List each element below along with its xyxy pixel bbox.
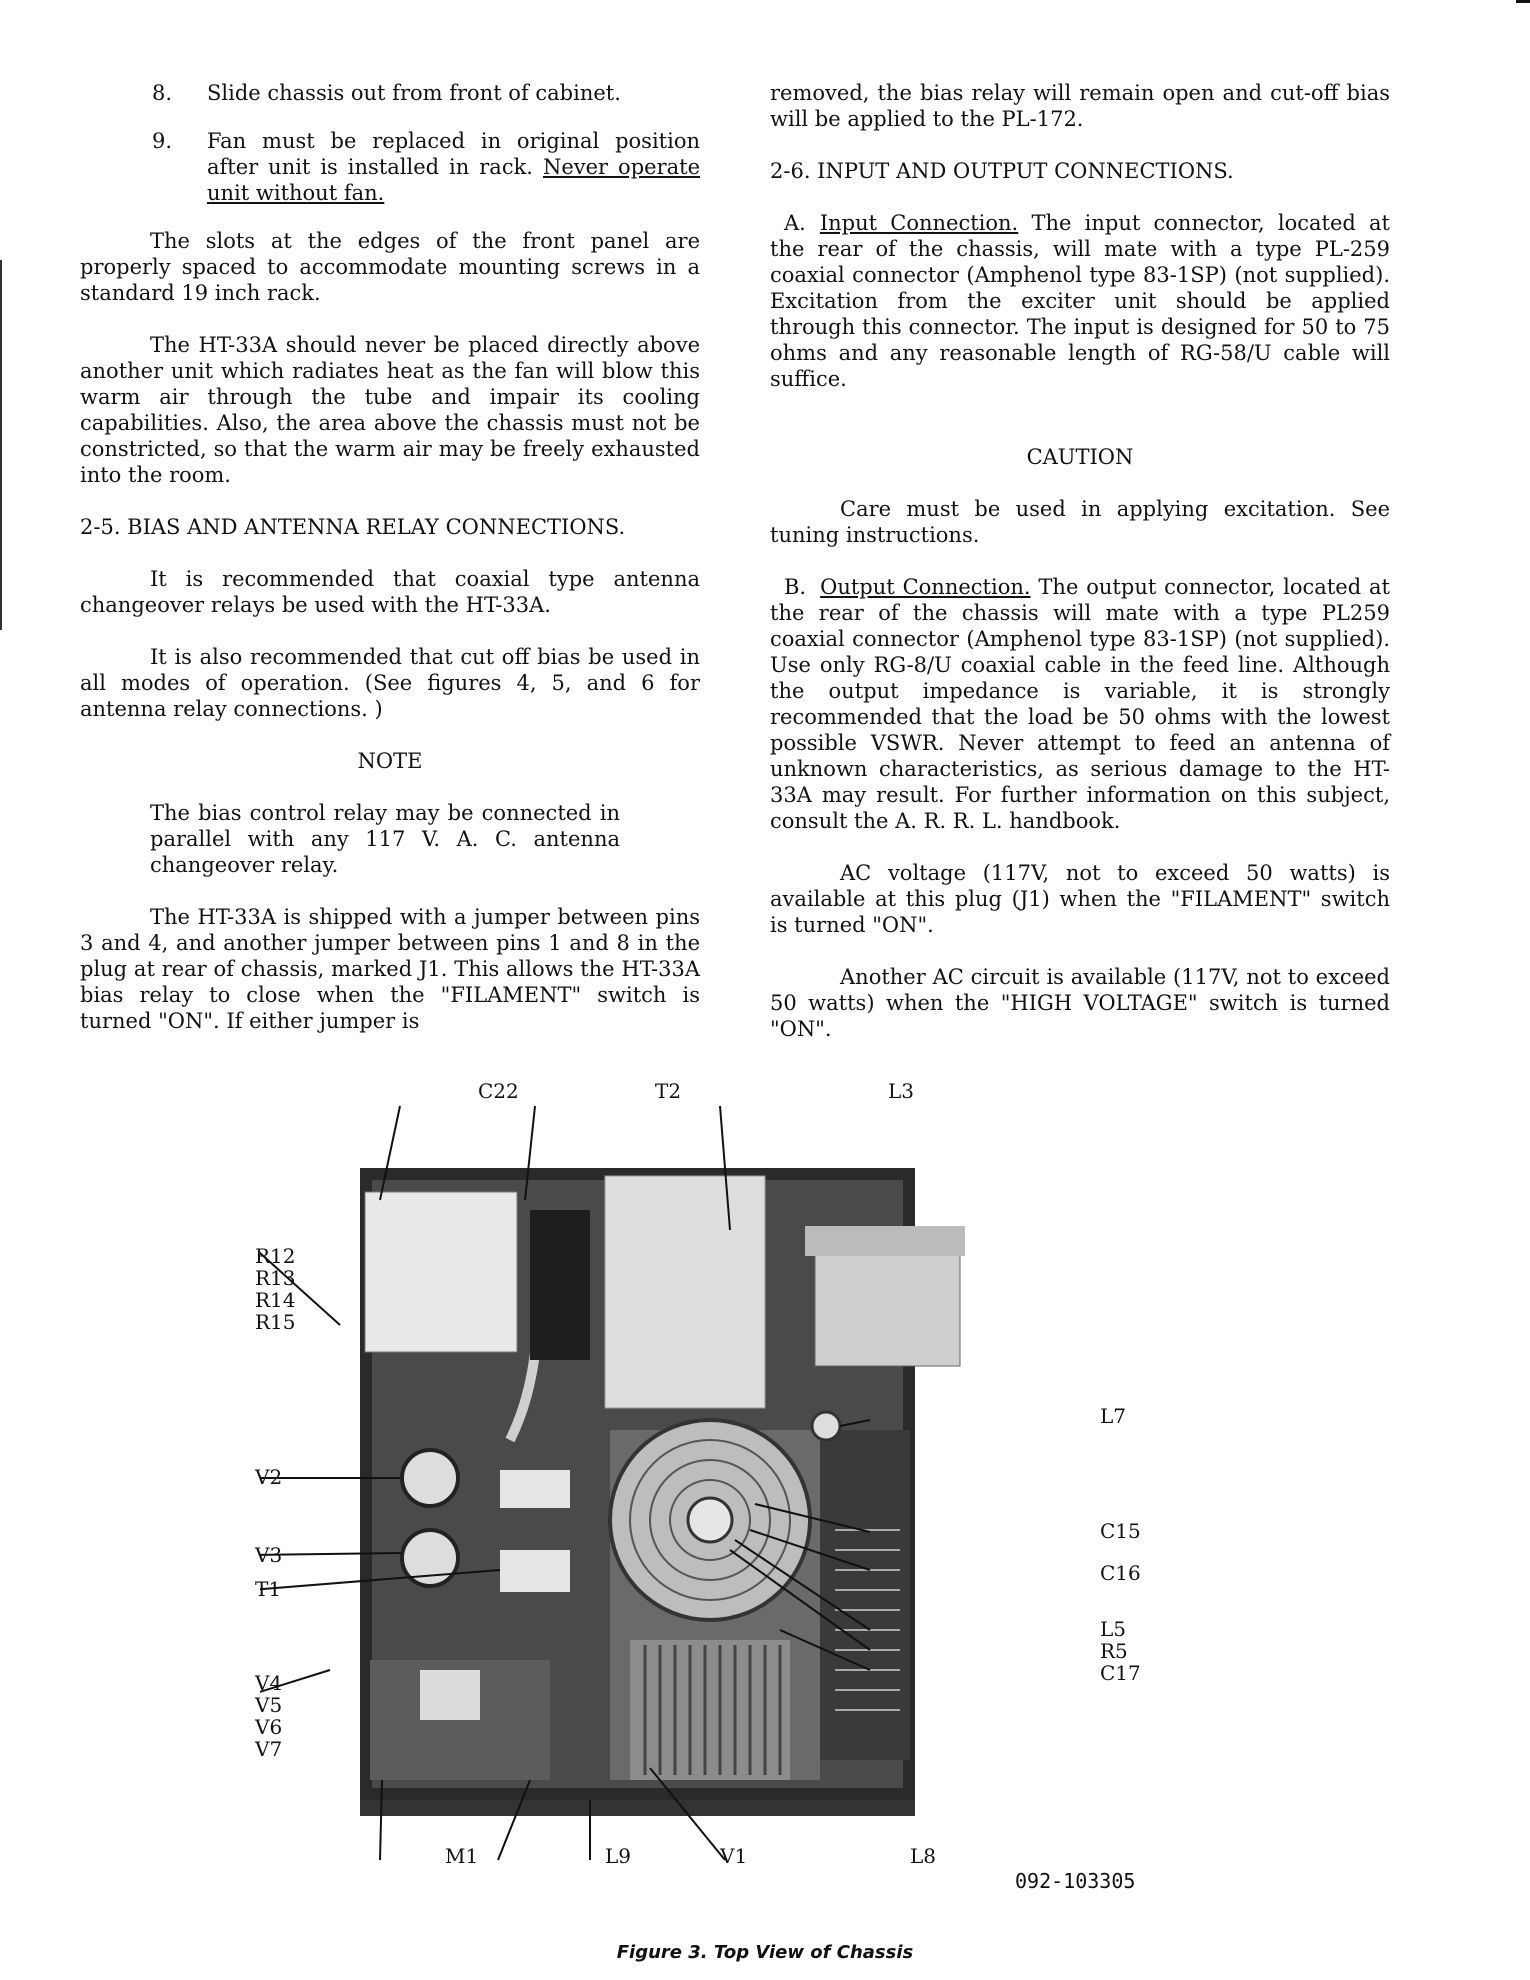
input-connection	[770, 210, 1390, 392]
section-heading-2-6: 2-6. INPUT AND OUTPUT CONNECTIONS.	[770, 159, 1234, 183]
input-title: Input Connection.	[819, 211, 1019, 235]
m1-meter	[420, 1670, 480, 1720]
t1-transformer	[500, 1550, 570, 1592]
front-panel	[360, 1800, 915, 1816]
input-text: The input connector, located at the rear of the chassis, will mate with a type PL-259 coaxial connector (Amphenol type 83-1SP) (not supplied). Excitation from the exciter unit should be applied through this connector. The input is designed for 50 to 75 ohms and any reasonable length of RG-58/U cable will suffice.	[770, 211, 1390, 391]
output-text: The output connector, located at the rear of the chassis will mate with a type PL259 coaxial connector (Amphenol type 83-1SP) (not supplied). Use only RG-8/U coaxial cable in the feed line. Although the output impedance is variable, it is strongly recommended that the load be 50 ohms with the lowest possible VSWR. Never attempt to feed an antenna of unknown characteristics, as serious damage to the HT-33A may result. For further information on this subject, consult the A. R. R. L. handbook.	[770, 575, 1390, 833]
c22-capacitor	[365, 1192, 517, 1352]
l7-coil	[812, 1412, 840, 1440]
chassis-photo	[260, 1100, 1160, 1920]
item-text	[207, 128, 700, 206]
label-c16: C16	[1100, 1561, 1141, 1585]
label-r5: R5	[1100, 1639, 1128, 1663]
t2-transformer	[605, 1176, 765, 1408]
label-v4: V4	[255, 1671, 283, 1695]
margin-bar	[0, 260, 2, 630]
output-title: Output Connection.	[820, 575, 1031, 599]
label-l3: L3	[888, 1079, 915, 1103]
para-coax: It is recommended that coaxial type antenna changeover relays be used with the HT-33A.	[80, 567, 700, 617]
note-body: The bias control relay may be connected in parallel with any 117 V. A. C. antenna changeover relay.	[150, 801, 620, 877]
para-jumper: The HT-33A is shipped with a jumper between pins 3 and 4, and another jumper between pins 1 and 8 in the plug at rear of chassis, marked J1. This allows the HT-33A bias relay to close when the "FILAMENT" switch is turned "ON". If either jumper is	[80, 905, 700, 1033]
right-column	[770, 80, 1390, 1068]
label-v5: V5	[255, 1693, 283, 1717]
list-item-8	[152, 80, 700, 106]
label-t1: T1	[255, 1577, 282, 1601]
fan-hub	[688, 1498, 732, 1542]
label-r12: R12	[255, 1244, 296, 1268]
item9-text-a: Fan must be replaced in original position after unit is installed in rack.	[207, 129, 700, 179]
para-removed: removed, the bias relay will remain open and cut-off bias will be applied to the PL-172.	[770, 81, 1390, 131]
l3-frame	[805, 1226, 965, 1256]
label-m1: M1	[445, 1844, 479, 1868]
output-connection	[770, 574, 1390, 834]
item9-text-b: Never operate unit without fan.	[207, 155, 700, 205]
item-number: 8.	[152, 81, 173, 105]
para-heat: The HT-33A should never be placed directly above another unit which radiates heat as the fan will blow this warm air through the tube and impair its cooling capabilities. Also, the area above the chassis must not be constricted, so that the warm air may be freely exhausted into the room.	[80, 333, 700, 487]
para-ac2: Another AC circuit is available (117V, not to exceed 50 watts) when the "HIGH VOLTAGE" switch is turned "ON".	[770, 965, 1390, 1041]
para-cutoff: It is also recommended that cut off bias be used in all modes of operation. (See figures 4, 5, and 6 for antenna relay connections. )	[80, 645, 700, 721]
label-l8: L8	[910, 1844, 937, 1868]
label-c22: C22	[478, 1079, 519, 1103]
output-label: B.	[784, 575, 807, 599]
label-l7: L7	[1100, 1404, 1127, 1428]
caution-title: CAUTION	[1026, 445, 1134, 469]
figure-caption: Figure 3. Top View of Chassis	[616, 1942, 914, 1963]
drawing-number: 092-103305	[1015, 1869, 1136, 1893]
label-v3: V3	[255, 1543, 283, 1567]
label-t2: T2	[655, 1079, 682, 1103]
label-v7: V7	[255, 1737, 283, 1761]
para-slots: The slots at the edges of the front panel are properly spaced to accommodate mounting screws in a standard 19 inch rack.	[80, 229, 700, 305]
note-title: NOTE	[357, 749, 423, 773]
label-r13: R13	[255, 1266, 296, 1290]
label-l5: L5	[1100, 1617, 1127, 1641]
label-r14: R14	[255, 1288, 296, 1312]
item-text: Slide chassis out from front of cabinet.	[207, 81, 621, 105]
label-v2: V2	[255, 1465, 283, 1489]
label-r15: R15	[255, 1310, 296, 1334]
section-heading-2-5: 2-5. BIAS AND ANTENNA RELAY CONNECTIONS.	[80, 515, 626, 539]
item-number: 9.	[152, 129, 173, 153]
label-c17: C17	[1100, 1661, 1141, 1685]
v2-tube	[402, 1450, 458, 1506]
transformer-block	[500, 1470, 570, 1508]
list-item-9	[152, 128, 700, 206]
corner-mark	[1516, 0, 1530, 3]
l3-inductor	[815, 1248, 960, 1366]
left-column	[80, 80, 700, 1060]
label-v1: V1	[720, 1844, 748, 1868]
label-v6: V6	[255, 1715, 283, 1739]
para-ac1: AC voltage (117V, not to exceed 50 watts) is available at this plug (J1) when the "FILAMENT" switch is turned "ON".	[770, 861, 1390, 937]
input-label: A.	[784, 211, 806, 235]
label-c15: C15	[1100, 1519, 1141, 1543]
label-l9: L9	[605, 1844, 632, 1868]
chassis-figure	[255, 1079, 1160, 1920]
choke	[530, 1210, 590, 1360]
caution-text: Care must be used in applying excitation. See tuning instructions.	[770, 497, 1390, 547]
